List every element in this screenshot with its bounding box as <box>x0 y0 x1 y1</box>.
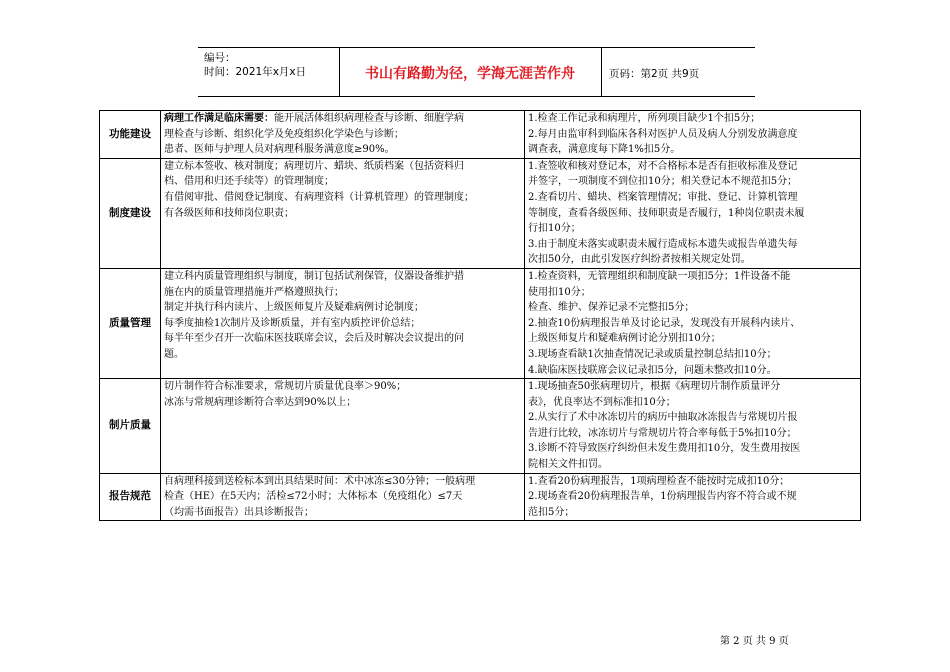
header-divider <box>601 48 602 96</box>
scoring-line: 告进行比较，冰冻切片与常规切片符合率每低于5%扣10分； <box>528 427 797 439</box>
table-row <box>100 111 861 159</box>
standard-line: 冰冻与常规病理诊断符合率达到90%以上； <box>164 396 357 408</box>
standard-line <box>164 111 521 127</box>
scoring-line: 并签字，一项制度不到位扣10分；相关登记本不规范扣5分； <box>528 176 798 188</box>
standard-line: 有借阅审批、借阅登记制度、有病理资料（计算机管理）的管理制度； <box>164 191 474 203</box>
page-label: 页码：第2页 共9页 <box>609 68 700 80</box>
scoring-line: 表》，优良率达不到标准扣10分； <box>528 396 676 408</box>
scoring-line: 1.现场抽查50张病理切片，根据《病理切片制作质量评分 <box>528 381 781 393</box>
standard-line: 切片制作符合标准要求，常规切片质量优良率＞90%； <box>164 381 407 393</box>
standard-line: （均需书面报告）出具诊断报告； <box>164 506 314 518</box>
standard-cell <box>161 158 525 268</box>
standard-line: 档、借用和归还手续等）的管理制度； <box>164 176 334 188</box>
scoring-cell <box>525 268 861 378</box>
scoring-cell <box>525 473 861 521</box>
scoring-line: 上级医师复片和疑难病例讨论分别扣10分； <box>528 333 721 345</box>
standard-lead: 病理工作满足临床需要： <box>164 113 274 124</box>
standard-line: 理检查与诊断、组织化学及免疫组织化学染色与诊断； <box>164 128 404 140</box>
scoring-line: 2.抽查10份病理报告单及讨论记录，发现没有开展科内读片、 <box>528 317 801 329</box>
category-cell: 制度建设 <box>100 158 161 268</box>
standard-line: 建立科内质量管理组织与制度，制订包括试剂保管，仪器设备维护措 <box>164 270 464 282</box>
table-row <box>100 268 861 378</box>
standard-cell <box>161 379 525 474</box>
standard-line: 题。 <box>164 348 184 360</box>
motto: 书山有路勤为径，学海无涯苦作舟 <box>365 66 575 82</box>
standard-line: 每季度抽检1次制片及诊断质量，并有室内质控评价总结； <box>164 317 421 329</box>
scoring-line: 检查、维护、保养记录不完整扣5分； <box>528 302 695 314</box>
table-row <box>100 158 861 268</box>
scoring-line: 院相关文件扣罚。 <box>528 459 608 471</box>
scoring-line: 行扣10分； <box>528 223 581 235</box>
standard-rest: 能开展活体组织病理检查与诊断、细胞学病 <box>274 113 464 124</box>
time-label: 时间：2021年x月x日 <box>204 66 307 78</box>
standard-line: 患者、医师与护理人员对病理科服务满意度≥90%。 <box>164 144 395 156</box>
standard-cell <box>161 268 525 378</box>
category-cell: 功能建设 <box>100 111 161 159</box>
standard-line: 自病理科接到送检标本到出具结果时间：术中冰冻≤30分钟；一般病理 <box>164 475 476 487</box>
scoring-line: 1.查签收和核对登记本，对不合格标本是否有拒收标准及登记 <box>528 160 798 172</box>
category-cell: 制片质量 <box>100 379 161 474</box>
scoring-line: 2.每月由监审科到临床各科对医护人员及病人分别发放满意度 <box>528 128 798 140</box>
scoring-line: 1.检查工作记录和病理片，所列项目缺少1个扣5分； <box>528 113 761 124</box>
scoring-line: 2.从实行了术中冰冻切片的病历中抽取冰冻报告与常规切片报 <box>528 412 798 424</box>
scoring-line: 1.检查资料，无管理组织和制度缺一项扣5分；1件设备不能 <box>528 270 791 282</box>
standard-line: 制定并执行科内读片、上级医师复片及疑难病例讨论制度； <box>164 302 424 314</box>
scoring-line: 次扣50分，由此引发医疗纠纷者按相关规定处罚。 <box>528 254 751 266</box>
scoring-line: 等制度，查看各级医师、技师职责是否履行，1种岗位职责未履 <box>528 207 805 219</box>
scoring-line: 3.由于制度未落实或职责未履行造成标本遗失或报告单遗失每 <box>528 238 798 250</box>
category-cell: 质量管理 <box>100 268 161 378</box>
standard-cell <box>161 111 525 159</box>
scoring-line: 2.现场查看20份病理报告单，1份病理报告内容不符合或不规 <box>528 491 797 503</box>
scoring-line: 范扣5分； <box>528 506 575 518</box>
scoring-line: 4.缺临床医技联席会议记录扣5分，问题未整改扣10分。 <box>528 364 777 376</box>
standard-line: 建立标本签收、核对制度；病理切片、蜡块、纸质档案（包括资料归 <box>164 160 464 172</box>
scoring-line: 调查表，满意度每下降1%扣5分。 <box>528 144 681 156</box>
page-footer: 第 2 页 共 9 页 <box>720 636 789 647</box>
scoring-line: 1.查看20份病理报告，1项病理检查不能按时完成扣10分； <box>528 475 790 487</box>
header-meta <box>204 51 306 79</box>
scoring-cell <box>525 379 861 474</box>
scoring-cell <box>525 158 861 268</box>
scoring-line: 使用扣10分； <box>528 286 591 298</box>
table-row <box>100 473 861 521</box>
standard-line: 检查（HE）在5天内；活检≤72小时；大体标本（免疫组化）≤7天 <box>164 491 463 503</box>
standard-line: 每半年至少召开一次临床医技联席会议，会后及时解决会议提出的问 <box>164 333 464 345</box>
scoring-line: 2.查看切片、蜡块、档案管理情况；审批、登记、计算机管理 <box>528 191 798 203</box>
scoring-line: 3.诊断不符导致医疗纠纷但未发生费用扣10分，发生费用按医 <box>528 443 801 455</box>
evaluation-table <box>99 110 861 521</box>
document-header <box>198 47 755 97</box>
standard-cell <box>161 473 525 521</box>
number-label: 编号： <box>204 52 236 64</box>
standard-line: 施在内的质量管理措施并严格遵照执行； <box>164 286 344 298</box>
category-cell: 报告规范 <box>100 473 161 521</box>
table-row <box>100 379 861 474</box>
standard-line: 有各级医师和技师岗位职责； <box>164 207 294 219</box>
scoring-line: 3.现场查看缺1次抽查情况记录或质量控制总结扣10分； <box>528 348 777 360</box>
scoring-cell <box>525 111 861 159</box>
